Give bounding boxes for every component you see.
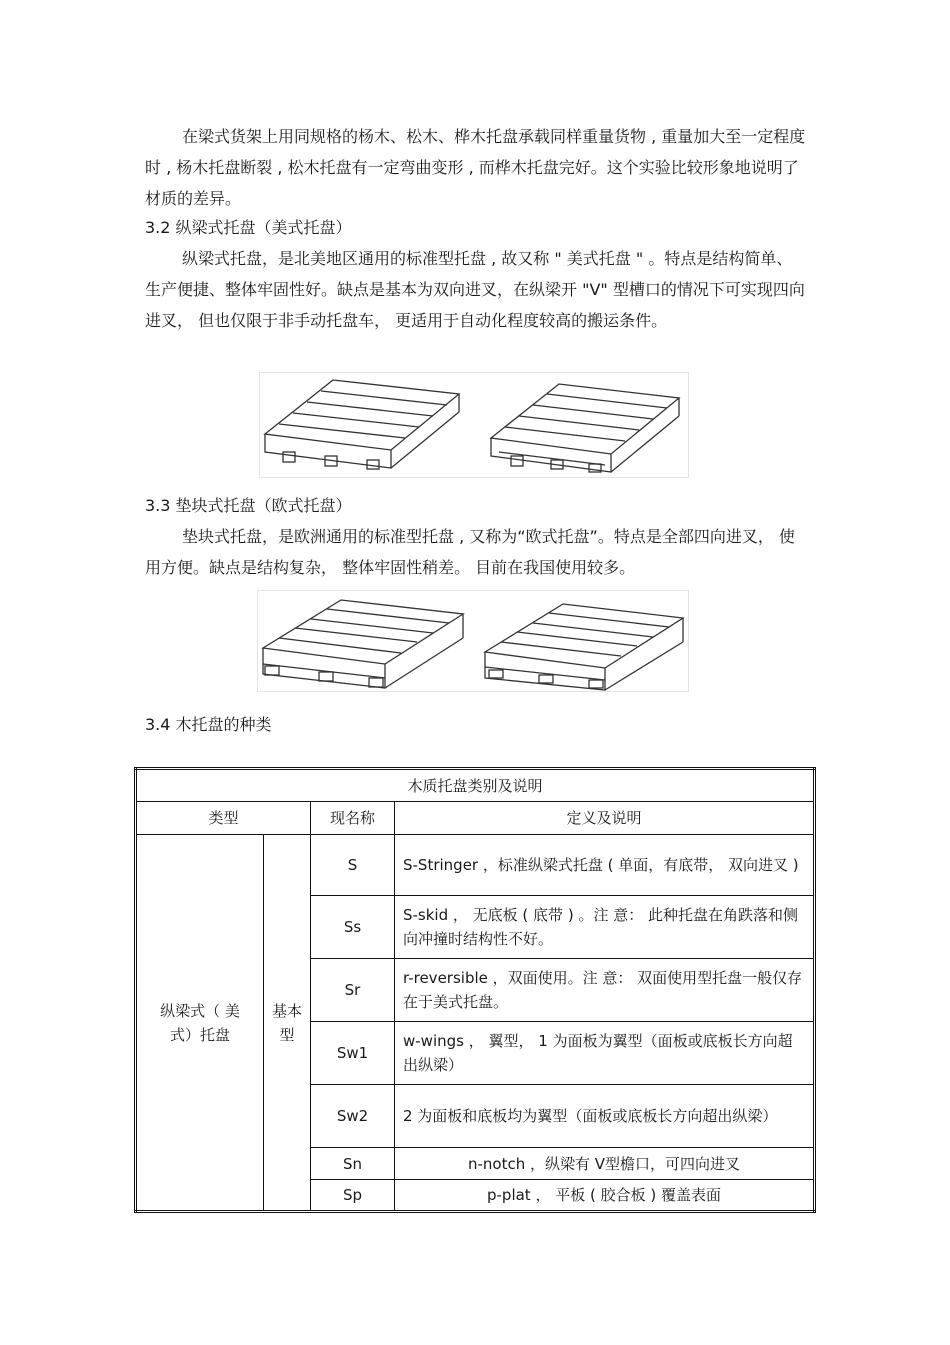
table-row-desc: n-notch ，纵梁有 V型檐口，可四向进叉 — [395, 1148, 815, 1180]
heading-3-4: 3.4 木托盘的种类 — [145, 715, 272, 734]
table-row-desc: r-reversible ，双面使用。注 意： 双面使用型托盘一般仅存在于美式托盘。 — [395, 959, 815, 1022]
stringer-pallet-figure — [259, 372, 689, 478]
table-row-desc: 2 为面板和底板均为翼型（面板或底板长方向超出纵梁） — [395, 1085, 815, 1148]
table-row-desc: S-Stringer ，标准纵梁式托盘 ( 单面，有底带， 双向进叉 ) — [395, 835, 815, 896]
table-title: 木质托盘类别及说明 — [136, 769, 815, 802]
paragraph-material-test: 在梁式货架上用同规格的杨木、松木、桦木托盘承载同样重量货物 , 重量加大至一定程度时 , 杨木托盘断裂 , 松木托盘有一定弯曲变形 , 而桦木托盘完好。这个实验比较形象地说明了材质的差异。 — [145, 127, 806, 208]
table-row-name: Sp — [311, 1180, 395, 1212]
heading-3-3: 3.3 垫块式托盘（欧式托盘） — [145, 496, 352, 515]
table-row-desc: p-plat ， 平板 ( 胶合板 ) 覆盖表面 — [395, 1180, 815, 1212]
table-row-name: S — [311, 835, 395, 896]
table-row-name: Ss — [311, 896, 395, 959]
table-row-name: Sw1 — [311, 1022, 395, 1085]
table-row-desc: w-wings ， 翼型， 1 为面板为翼型（面板或底板长方向超出纵梁） — [395, 1022, 815, 1085]
header-type: 类型 — [136, 802, 311, 835]
group-stringer-american: 纵梁式（ 美式）托盘 — [136, 835, 264, 1212]
heading-3-2: 3.2 纵梁式托盘（美式托盘） — [145, 218, 352, 237]
table-row-name: Sw2 — [311, 1085, 395, 1148]
table-row-name: Sn — [311, 1148, 395, 1180]
table-row-desc: S-skid ， 无底板 ( 底带 ) 。注 意： 此种托盘在角跌落和侧向冲撞时结构性不好。 — [395, 896, 815, 959]
pallet-types-table — [134, 767, 816, 1213]
paragraph-block-pallet: 垫块式托盘，是欧洲通用的标准型托盘 , 又称为“欧式托盘”。特点是全部四向进叉， 使用方便。缺点是结构复杂， 整体牢固性稍差。 目前在我国使用较多。 — [145, 527, 795, 577]
table-row-name: Sr — [311, 959, 395, 1022]
header-name: 现名称 — [311, 802, 395, 835]
subgroup-basic: 基本型 — [264, 835, 311, 1212]
block-pallet-figure — [257, 590, 689, 692]
header-definition: 定义及说明 — [395, 802, 815, 835]
paragraph-stringer-pallet: 纵梁式托盘，是北美地区通用的标准型托盘 , 故又称 " 美式托盘 " 。特点是结构简单、生产便捷、整体牢固性好。缺点是基本为双向进叉，在纵梁开 "V" 型槽口的情况下可实现四向进叉， 但也仅限于非手动托盘车， 更适用于自动化程度较高的搬运条件。 — [145, 249, 805, 330]
